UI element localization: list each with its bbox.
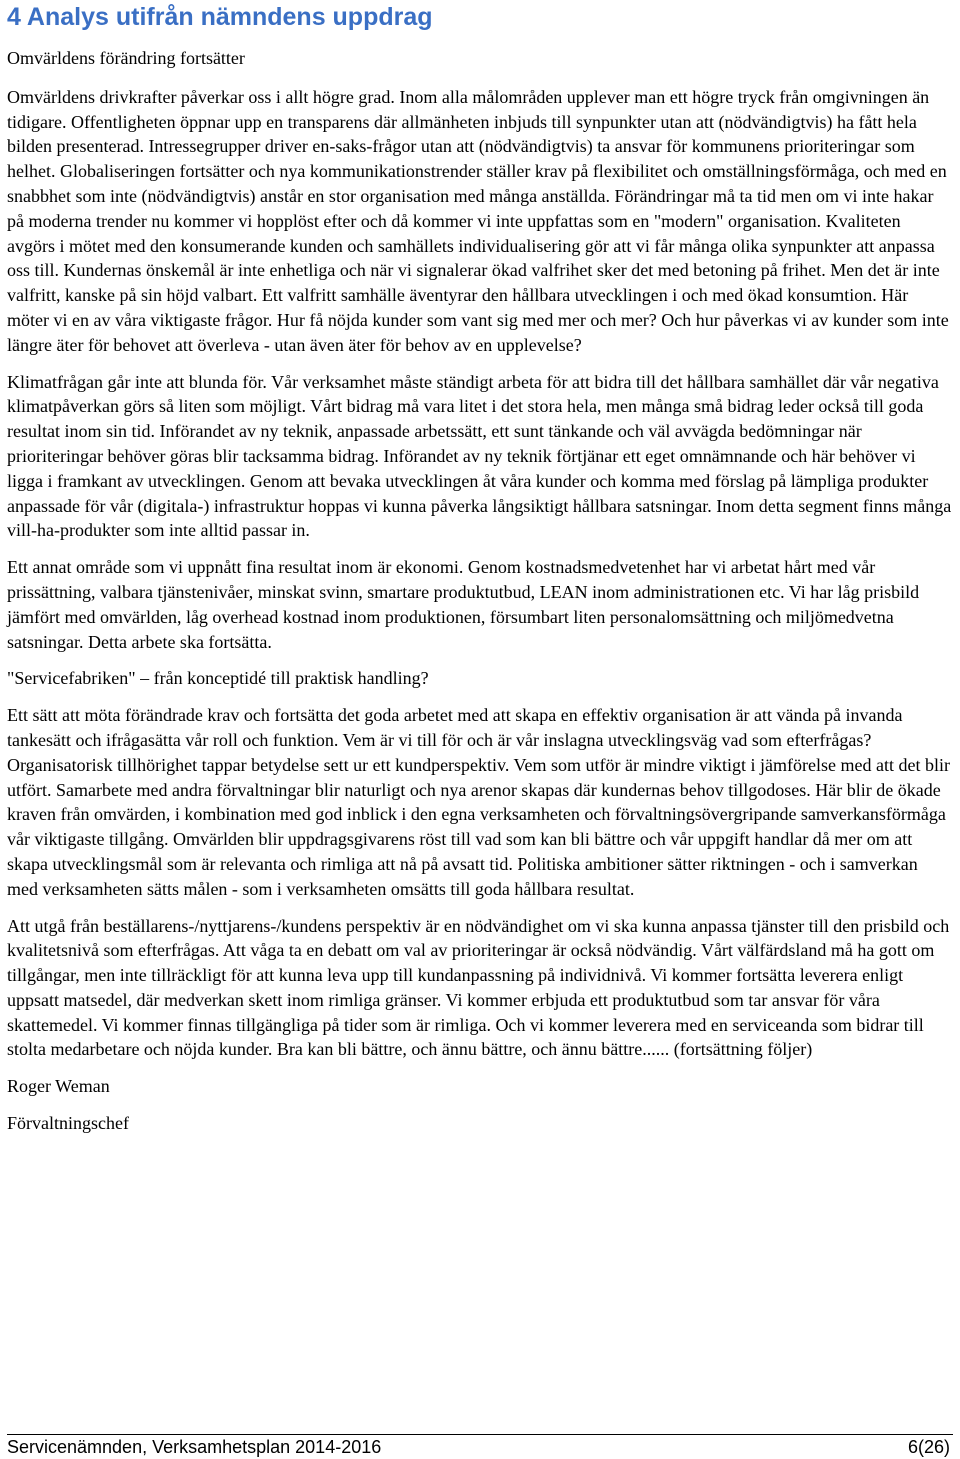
- section-subtitle: Omvärldens förändring fortsätter: [7, 48, 245, 68]
- footer-divider: [7, 1434, 953, 1435]
- paragraph-omvarld: Omvärldens drivkrafter påverkar oss i allt högre grad. Inom alla målområden upplever man ett högre tryck från omgivningen än tidigare. Offentligheten öppnar upp en transparens där allmänheten inbjuds till synpunkter utan att (nödvändigtvis) ha fått hela bilden presenterad. Intressegrupper driver en-saks-frågor utan att (nödvändigtvis) ta ansvar för kommunens prioriteringar som helhet. Globaliseringen fortsätter och nya kommunikationstrender ställer krav på flexibilitet och omställningsförmåga, och med en snabbhet som inte (nödvändigtvis) anstår en stor organisation med många anställda. Förändringar må ta tid men om vi inte hakar på moderna trender nu kommer vi hopplöst efter och då kommer vi inte uppfattas som en "modern" organisation. Kvaliteten avgörs i mötet med den konsumerande kunden och samhällets individualisering gör att vi får många olika synpunkter att anpassa oss till. Kundernas önskemål är inte enhetliga och när vi signalerar ökad valfrihet sker det med betoning på frihet. Men det är inte valfritt, kanske på sin höjd valbart. Ett valfritt samhälle äventyrar den hållbara utvecklingen i och med ökad konsumtion. Här möter vi en av våra viktigaste frågor. Hur få nöjda kunder som vant sig med mer och mer? Och hur påverkas vi av kunder som inte längre äter för behovet att överleva - utan även äter för behov av en upplevelse?: [7, 86, 949, 355]
- paragraph-perspektiv: Att utgå från beställarens-/nyttjarens-/kundens perspektiv är en nödvändighet om vi ska kunna anpassa tjänster till den prisbild och kvalitetsnivå som efterfrågas. Att våga ta en debatt om val av prioriteringar är också nödvändig. Vårt välfärdsland må ha gott om tillgångar, men inte tillräckligt för att kunna leva upp till kundanpassning på individnivå. Vi kommer fortsätta leverera enligt uppsatt matsedel, där medverkan skett inom rimliga gränser. Vi kommer erbjuda ett produktutbud som tar ansvar för våra skattemedel. Vi kommer finnas tillgängliga på tider som är rimliga. Och vi kommer leverera med en serviceanda som bidrar till stolta medarbetare och nöjda kunder. Bra kan bli bättre, och ännu bättre, och ännu bättre...... (fortsättning följer): [7, 915, 950, 1060]
- page-footer: [7, 1436, 950, 1458]
- document-body: [7, 46, 953, 1148]
- paragraph-organisation: Ett sätt att möta förändrade krav och fortsätta det goda arbetet med att skapa en effektiv organisation är att vända på invanda tankesätt och ifrågasätta vår roll och funktion. Vem är vi till för och är vår inslagna utvecklingsväg vad som efterfrågas? Organisatorisk tillhörighet tappar betydelse sett ur ett kundperspektiv. Vem som utför är mindre viktigt i jämförelse med att det blir utfört. Samarbete med andra förvaltningar blir naturligt och nya arenor skapas där kundernas behov tillgodoses. Här blir de ökade kraven från omvärden, i kombination med god inblick i den egna verksamheten och förvaltningsövergripande samverkansförmåga vår viktigaste tillgång. Omvärlden blir uppdragsgivarens röst till vad som kan bli bättre och vår uppgift handlar då mer om att skapa utvecklingsmål som är relevanta och rimliga att nå på avsatt tid. Politiska ambitioner sätter riktningen - och i samverkan med verksamheten sätts målen - som i verksamheten omsätts till goda hållbara resultat.: [7, 705, 950, 899]
- paragraph-servicefabriken-heading: "Servicefabriken" – från konceptidé till praktisk handling?: [7, 668, 429, 689]
- footer-document-title: Servicenämnden, Verksamhetsplan 2014-2016: [7, 1437, 382, 1457]
- signature-title: Förvaltningschef: [7, 1113, 129, 1134]
- section-heading: 4 Analys utifrån nämndens uppdrag: [7, 3, 433, 31]
- signature-name: Roger Weman: [7, 1076, 110, 1097]
- paragraph-ekonomi: Ett annat område som vi uppnått fina resultat inom är ekonomi. Genom kostnadsmedvetenhet har vi arbetat hårt med vår prissättning, valbara tjänstenivåer, minskat svinn, smartare produktutbud, LEAN inom administrationen etc. Vi har låg prisbild jämfört med omvärlden, låg overhead kostnad inom produktionen, försumbart liten personalomsättning och miljömedvetna satsningar. Detta arbete ska fortsätta.: [7, 557, 920, 652]
- paragraph-klimat: Klimatfrågan går inte att blunda för. Vår verksamhet måste ständigt arbeta för att bidra till det hållbara samhället där vår negativa klimatpåverkan görs så liten som möjligt. Vårt bidrag må vara litet i det stora hela, men många små bidrag leder också till goda resultat inom sin tid. Införandet av ny teknik, anpassade arbetssätt, ett sunt tänkande och väl avvägda bedömningar när prioriteringar behöver göras blir tacksamma bidrag. Införandet av ny teknik förtjänar ett eget omnämnande och här behöver vi ligga i framkant av utvecklingen. Genom att bevaka utvecklingen åt våra kunder och komma med förslag på lämpliga produkter anpassade för vår (digitala-) infrastruktur hoppas vi kunna påverka långsiktigt hållbara satsningar. Inom detta segment finns många vill-ha-produkter som inte alltid passar in.: [7, 371, 952, 541]
- page-number: 6(26): [907, 1437, 950, 1457]
